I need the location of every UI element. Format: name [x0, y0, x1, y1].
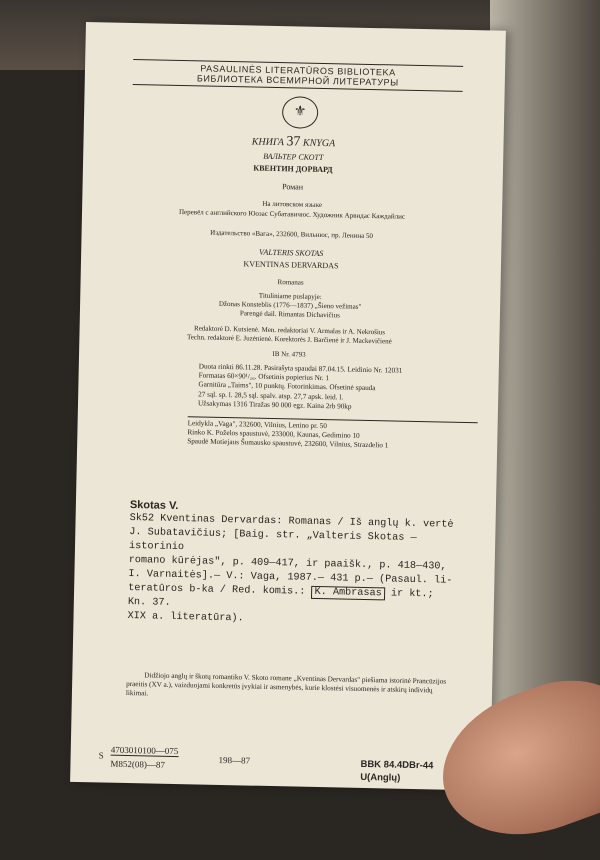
ru-author: ВАЛЬТЕР СКОТТ — [263, 151, 324, 162]
ru-genre: Роман — [282, 182, 304, 192]
lt-title: KVENTINAS DERVARDAS — [243, 259, 339, 271]
series-title-lt: PASAULINĖS LITERATŪROS BIBLIOTEKA — [200, 63, 396, 78]
catalog-heading: Skotas V. — [129, 499, 179, 513]
frontispiece-label: Tituliniame puslapyje: — [258, 291, 322, 301]
catalog-card: Skotas V. Sk52 Kventinas Dervardas: Romanas / Iš anglų k. vertė J. Subatavičius; [Baig. str. „Valteris Skotas — istorinio romano kūrėjas", p. 409—417, ir paaišk., p. 418—430, I. Varnaitės].— V.: Vaga, 1987.— 431 p.— (Pasaul. li- teratūros b-ka / Red. komis.: K. Ambrasas ir kt.; Kn. 37. XIX a. literatūra). — [127, 498, 460, 631]
book-number: КНИГА 37 KNYGA — [251, 134, 336, 150]
series-header — [133, 59, 463, 92]
ru-publisher: Издательство «Вага», 232600, Вильнюс, пр. Ленина 50 — [210, 228, 374, 241]
lt-genre: Romanas — [277, 278, 304, 287]
ru-language: На литовском языке — [262, 199, 323, 209]
library-emblem-icon: ⚜ — [282, 96, 319, 129]
printer-details: Leidykla „Vaga", 232600, Vilnius, Lenino pr. 50 Rinko K. Poželos spaustuvė, 233000, Kaunas, Gedimino 10 Spaudė Motiejaus Šumausko spaustuvė, 232600, Vilnius, Strazdelio 1 — [187, 416, 478, 453]
editors-line-2: Techn. redaktorė E. Juzėnienė. Korektorės J. Barčienė ir J. Mackevičienė — [186, 333, 392, 346]
ib-number: IB Nr. 4793 — [272, 349, 306, 359]
print-details: Duota rinkti 86.11.28. Pasirašyta spaudai 87.04.15. Leidinio Nr. 12031 Formatas 60×90¹/₁₆. Ofsetinis popierius Nr. 1 Garnitūra „Taims", 10 punktų. Fotorinkimas. Ofsetinė spauda 27 sąl. sp. l. 28,5 sąl. spalv. atsp. 27,7 apsk. leid. l. Užsakymas 1316 Tiražas 90 000 egz. Kaina 2rb 90kp — [197, 362, 403, 411]
frontispiece-artist: Parengė dail. Rimantas Dichavičius — [239, 309, 340, 320]
ru-translator: Перевёл с английского Юозас Субатавичюс. Художник Арвидас Каждайлис — [178, 207, 406, 221]
book-edge — [490, 0, 600, 800]
frontispiece-work: Džonas Konsteblis (1776—1837) „Šieno vežimas" — [218, 299, 362, 311]
series-title-ru: БИБЛИОТЕКА ВСЕМИРНОЙ ЛИТЕРАТУРЫ — [196, 73, 399, 88]
editors-line-1: Redaktorė D. Kutsienė. Men. redaktoriai V. Armalas ir A. Nekrošius — [193, 324, 386, 337]
bbk-index: BBK 84.4DBr-44 U(Anglų) — [360, 758, 434, 784]
book-page: PASAULINĖS LITERATŪROS BIBLIOTEKA БИБЛИОТЕКА ВСЕМИРНОЙ ЛИТЕРАТУРЫ ⚜ КНИГА 37 KNYGA ВАЛЬТЕР СКОТТ КВЕНТИН ДОРВАРД Роман На литовском языке Перевёл с английского Юозас Субатавичюс. Художник Арвидас Каждайлис Издательство «Вага», 232600, Вильнюс, пр. Ленина 50 VALTERIS SKOTAS KVENTINAS DERVARDAS Romanas Tituliniame puslapyje: Džonas Konsteblis (1776—1837) „Šieno vežimas" Parengė dail. Rimantas Dichavičius Redaktorė D. Kutsienė. Men. redaktoriai V. Armalas ir A. Nekrošius Techn. redaktorė E. Juzėnienė. Korektorės J. Barčienė ir J. Mackevičienė IB Nr. 4793 Duota rinkti 86.11.28. Pasirašyta spaudai 87.04.15. Leidinio Nr. 12031 Formatas 60×90¹/₁₆. Ofsetinis popierius Nr. 1 Garnitūra „Taims", 10 punktų. Fotorinkimas. Ofsetinė spauda 27 sąl. sp. l. 28,5 sąl. spalv. atsp. 27,7 apsk. leid. l. Užsakymas 1316 Tiražas 90 000 egz. Kaina 2rb 90kp Leidykla „Vaga", 232600, Vilnius, Lenino pr. 50 Rinko K. Poželos spaustuvė, 233000, Kaunas, Gedimino 10 Spaudė Motiejaus Šumausko spaustuvė, 232600, Vilnius, Strazdelio 1 Skotas V. Sk52 Kventinas Dervardas: Romanas / Iš anglų k. vertė J. Subatavičius; [Baig. str. „Valteris Skotas — istorinio romano kūrėjas", p. 409—417, ir paaišk., p. 418—430, I. Varnaitės].— V.: Vaga, 1987.— 431 p.— (Pasaul. li- teratūros b-ka / Red. komis.: K. Ambrasas ir kt.; Kn. 37. XIX a. literatūra). Didžiojo anglų ir škotų romantiko V. Skoto romane „Kventinas Dervardas" piešiama istorinė Prancūzijos praeitis (XV a.), vaizduojami konkretūs įvykiai ir asmenybės, kurie klostėsi visuomenės ir atskirų individų likimai. S 4703010100—075 M852(08)—87 198—87 BBK 84.4DBr-44 U(Anglų) — [70, 22, 506, 791]
ru-title: КВЕНТИН ДОРВАРД — [253, 163, 333, 175]
editor-stamp: K. Ambrasas — [311, 586, 385, 601]
annotation: Didžiojo anglų ir škotų romantiko V. Skoto romane „Kventinas Dervardas" piešiama istorinė Prancūzijos praeitis (XV a.), vaizduojami konkretūs įvykiai ir asmenybės, kurie klostėsi visuomenės ir atskirų individų likimai. — [125, 671, 447, 698]
lt-author: VALTERIS SKOTAS — [259, 247, 324, 259]
